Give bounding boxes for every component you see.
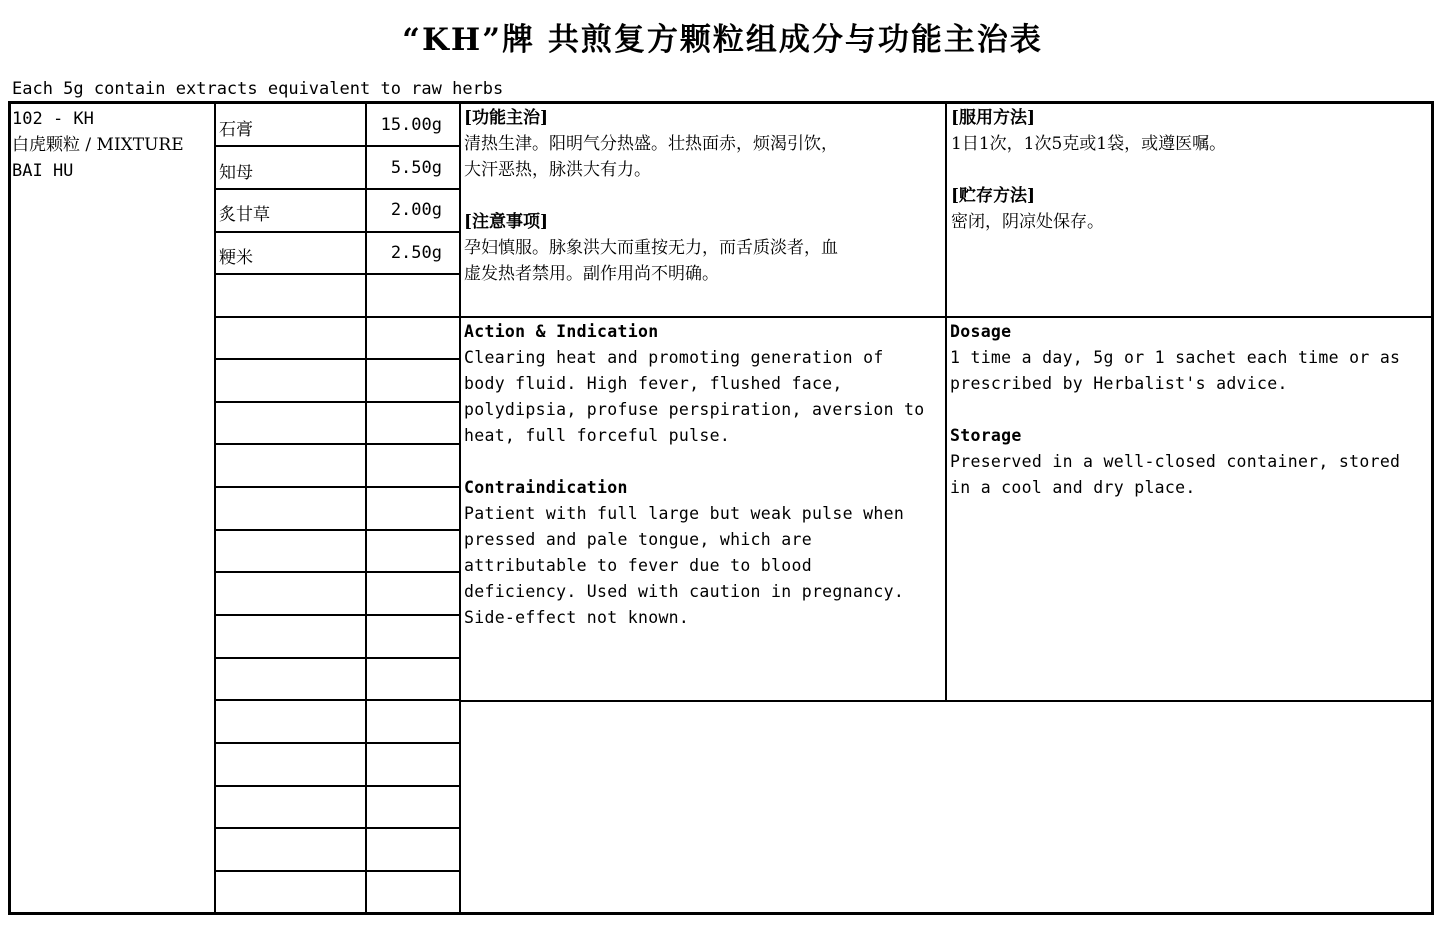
product-name [12, 132, 184, 158]
cn-usage-section [951, 105, 1429, 235]
en-storage-text: in a cool and dry place. [950, 478, 1196, 497]
en-storage-header: Storage [950, 426, 1022, 445]
cn-usage-header: [服用方法] [951, 108, 1036, 128]
en-dosage-text: 1 time a day, 5g or 1 sachet each time or as [950, 348, 1401, 367]
cn-indication-text: 清热生津。阳明气分热盛。壮热面赤，烦渴引饮， [464, 134, 838, 154]
en-contraindication-header: Contraindication [464, 478, 628, 497]
row-divider [215, 358, 460, 360]
product-name-cn: 白虎颗粒 / MIXTURE [12, 135, 184, 155]
en-indication-text: polydipsia, profuse perspiration, aversion to [464, 400, 925, 419]
ingredient-name: 知母 [219, 163, 253, 183]
en-contraindication-text: deficiency. Used with caution in pregnancy. [464, 582, 905, 601]
row-divider [215, 188, 460, 190]
en-storage-text: Preserved in a well-closed container, stored [950, 452, 1401, 471]
page-title: “KH”牌 共煎复方颗粒组成分与功能主治表 [402, 22, 1043, 58]
row-divider [215, 870, 460, 872]
ingredient-amount: 2.00g [390, 200, 442, 220]
en-dosage-text: prescribed by Herbalist's advice. [950, 374, 1288, 393]
cn-indication-section [464, 105, 942, 287]
ingredient-name: 炙甘草 [219, 205, 270, 225]
column-divider [365, 102, 367, 914]
en-contraindication-text: attributable to fever due to blood [464, 556, 812, 575]
cn-caution-text: 虚发热者禁用。副作用尚不明确。 [464, 264, 719, 284]
en-contraindication-text: Side-effect not known. [464, 608, 690, 627]
en-contraindication-text: pressed and pale tongue, which are [464, 530, 812, 549]
cn-caution-text: 孕妇慎服。脉象洪大而重按无力，而舌质淡者，血 [464, 238, 838, 258]
column-divider [214, 102, 216, 914]
ingredient-name: 石膏 [219, 120, 253, 140]
en-contraindication-text: Patient with full large but weak pulse when [464, 504, 905, 523]
row-divider [215, 401, 460, 403]
en-dosage-header: Dosage [950, 322, 1012, 341]
row-divider [215, 145, 460, 147]
row-divider [215, 614, 460, 616]
en-indication-section [464, 319, 944, 631]
row-divider [215, 316, 460, 318]
row-divider [215, 529, 460, 531]
cn-indication-header: [功能主治] [464, 108, 549, 128]
en-indication-text: Clearing heat and promoting generation of [464, 348, 884, 367]
en-indication-header: Action & Indication [464, 322, 659, 341]
row-divider [215, 827, 460, 829]
section-divider [460, 700, 1432, 702]
ingredient-name: 粳米 [219, 248, 253, 268]
column-divider [945, 102, 947, 702]
product-name-pinyin: BAI HU [12, 161, 74, 181]
table-subtitle: Each 5g contain extracts equivalent to raw herbs [12, 79, 504, 99]
product-code-cell [12, 106, 184, 184]
en-indication-text: heat, full forceful pulse. [464, 426, 731, 445]
en-indication-text: body fluid. High fever, flushed face, [464, 374, 843, 393]
ingredient-amount: 15.00g [380, 115, 442, 135]
row-divider [215, 273, 460, 275]
ingredient-amount: 5.50g [390, 158, 442, 178]
cn-caution-header: [注意事项] [464, 212, 549, 232]
cn-storage-text: 密闭，阴凉处保存。 [951, 212, 1104, 232]
ingredient-amount: 2.50g [390, 243, 442, 263]
row-divider [215, 742, 460, 744]
product-code: 102 - KH [12, 109, 94, 129]
row-divider [215, 699, 460, 701]
row-divider [215, 571, 460, 573]
row-divider [215, 443, 460, 445]
row-divider [215, 657, 460, 659]
en-dosage-section [950, 319, 1430, 501]
row-divider [215, 785, 460, 787]
cn-usage-text: 1日1次，1次5克或1袋，或遵医嘱。 [951, 134, 1227, 154]
row-divider [215, 486, 460, 488]
cn-indication-text: 大汗恶热，脉洪大有力。 [464, 160, 651, 180]
section-divider [460, 316, 1432, 318]
column-divider [459, 102, 461, 914]
cn-storage-header: [贮存方法] [951, 186, 1036, 206]
row-divider [215, 231, 460, 233]
